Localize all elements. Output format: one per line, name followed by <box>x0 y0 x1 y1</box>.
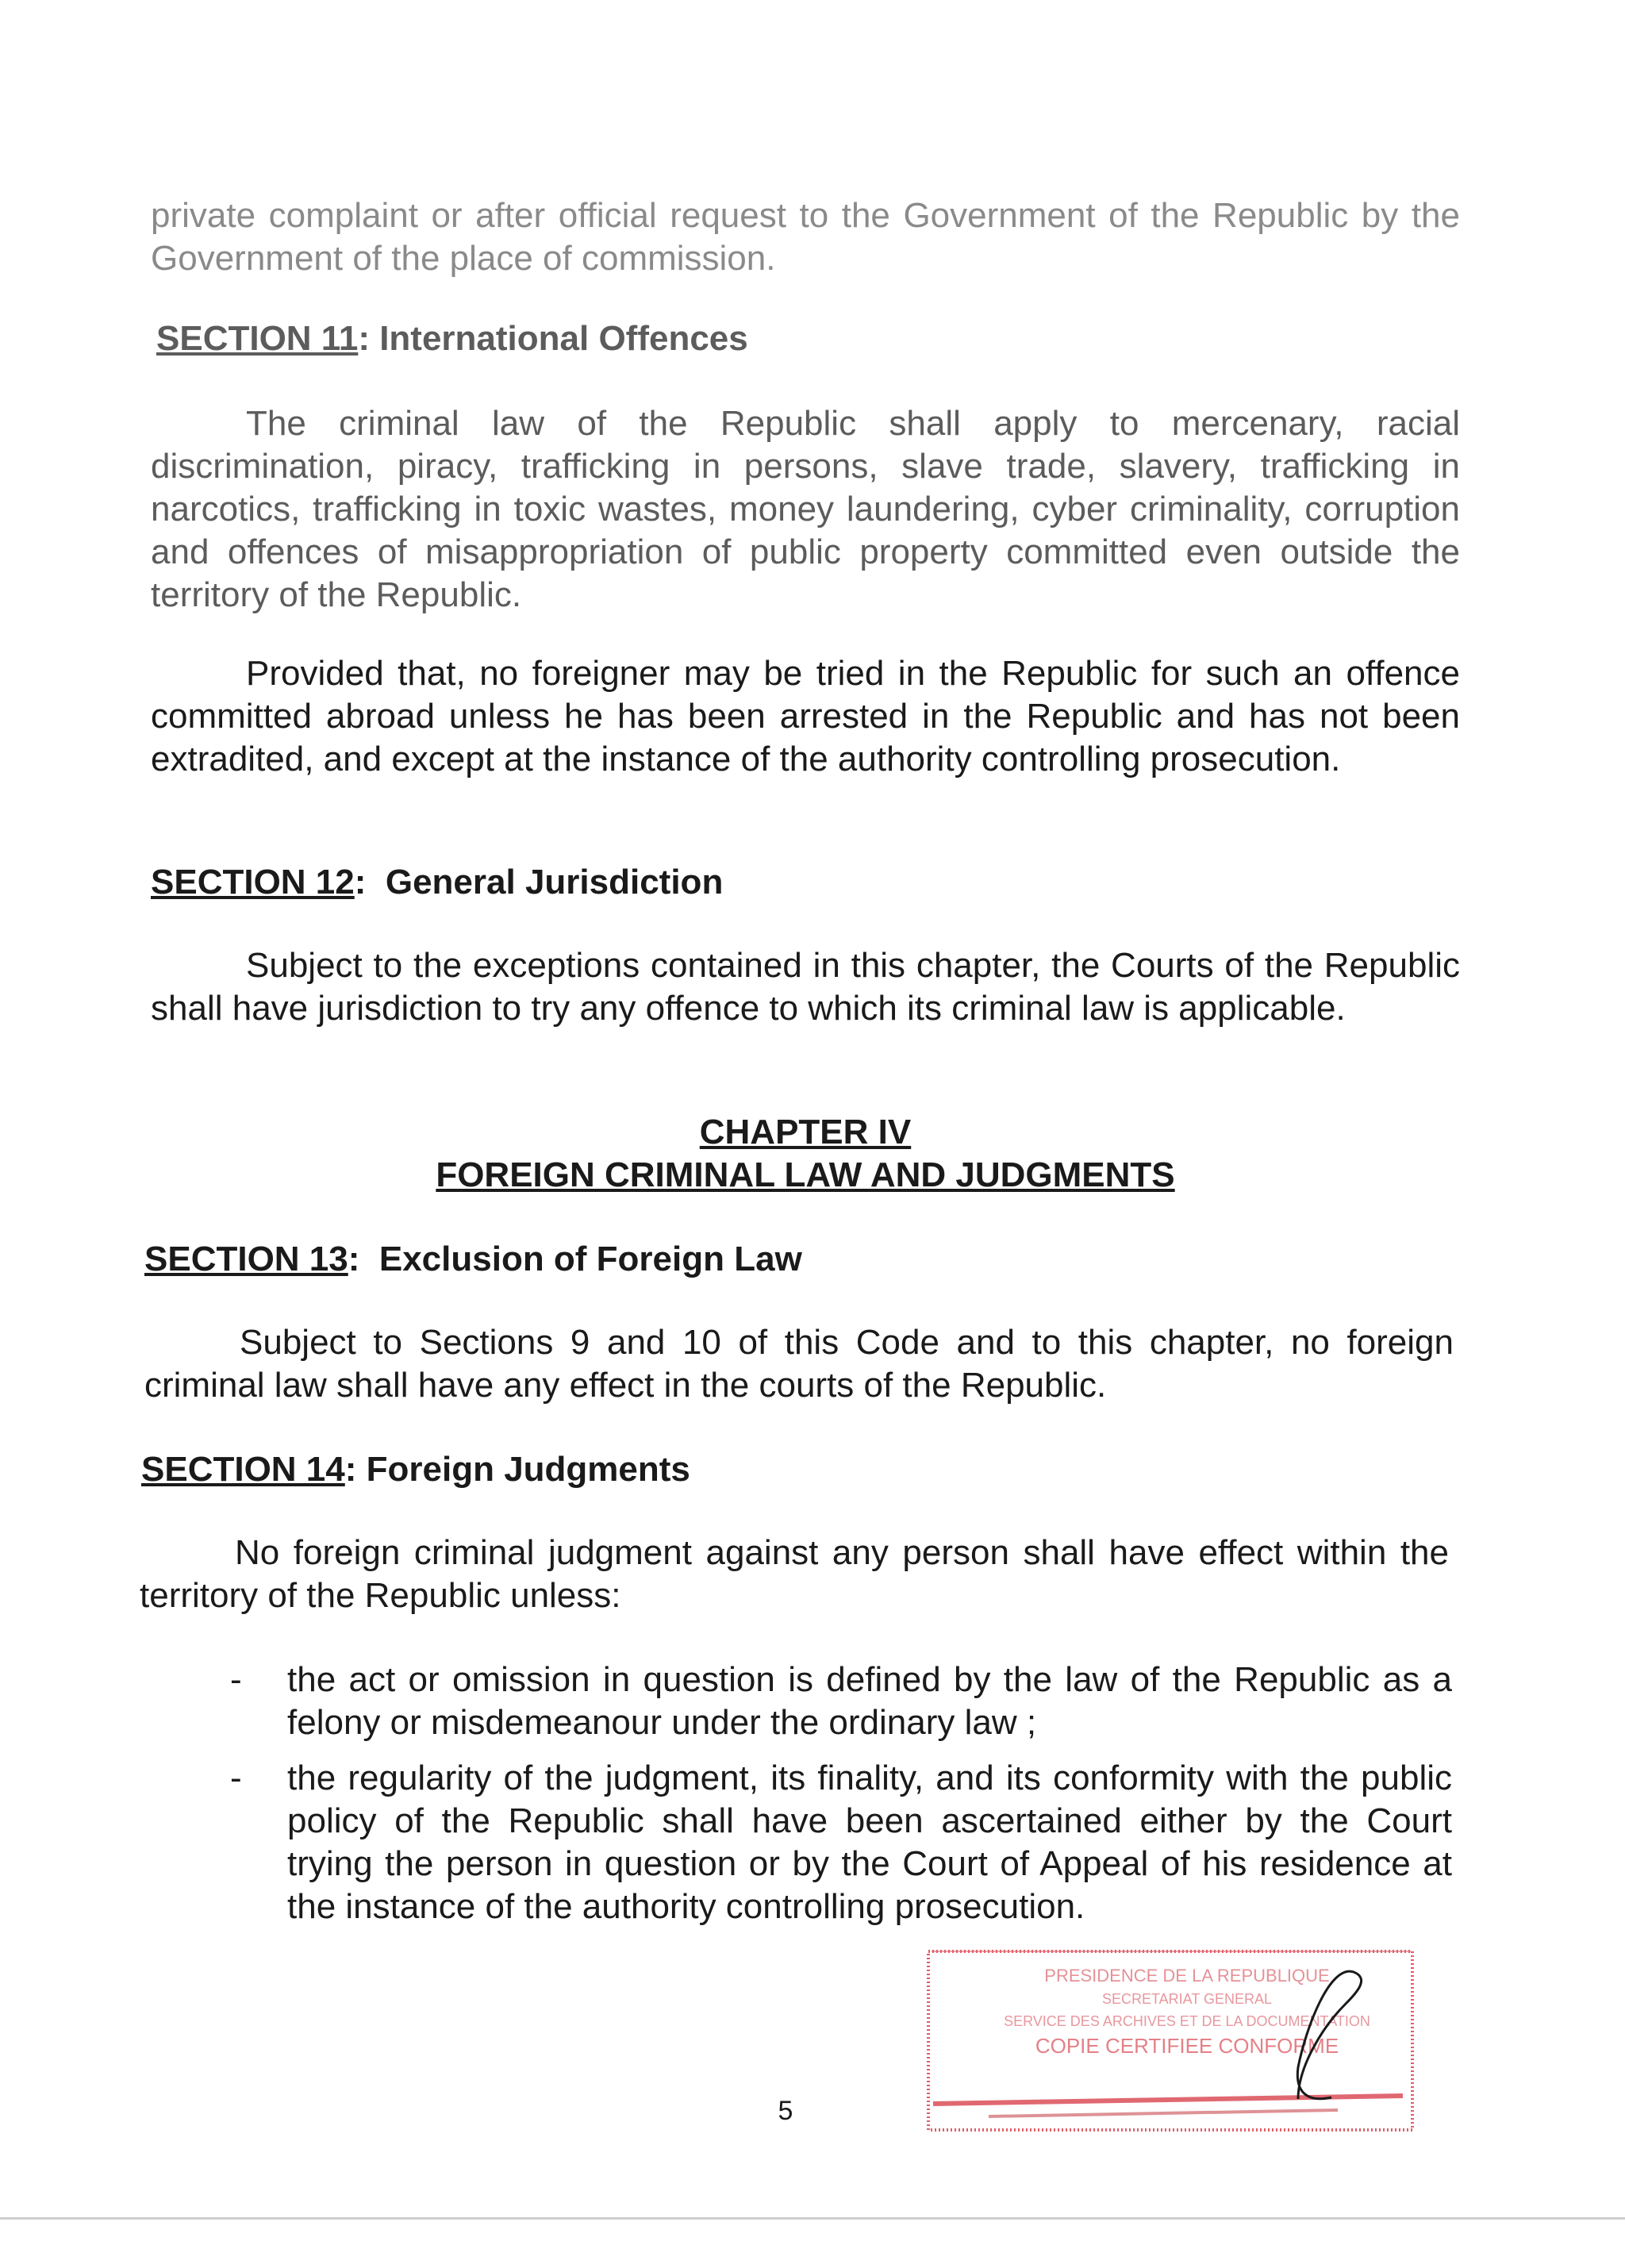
section-11-heading <box>156 317 748 360</box>
section-14-title: Foreign Judgments <box>366 1450 690 1489</box>
bottom-rule <box>0 2217 1625 2220</box>
list-dash: - <box>230 1660 242 1699</box>
intro-paragraph: private complaint or after official request to the Government of the Republic by the Government of the place of commission. <box>151 196 1460 278</box>
section-12-paragraph-1: Subject to the exceptions contained in this chapter, the Courts of the Republic shall have jurisdiction to try any offence to which its criminal law is applicable. <box>151 946 1460 1028</box>
stamp-line-1: PRESIDENCE DE LA REPUBLIQUE <box>1044 1966 1330 1985</box>
section-14-colon: : <box>344 1450 367 1489</box>
stamp-line-4: COPIE CERTIFIEE CONFORME <box>1035 2034 1339 2058</box>
section-11-title: International Offences <box>379 319 748 358</box>
section-11-paragraph-1: The criminal law of the Republic shall apply to mercenary, racial discrimination, piracy, trafficking in persons, slave trade, slavery, trafficking in narcotics, trafficking in toxic wastes, money laundering, cyber criminality, corruption and offences of misappropriation of public property committed even outside the territory of the Republic. <box>151 404 1460 614</box>
section-12-title: General Jurisdiction <box>385 863 724 901</box>
section-14-heading <box>141 1448 690 1491</box>
section-11-colon: : <box>358 319 380 358</box>
chapter-number: CHAPTER IV <box>699 1113 912 1151</box>
section-12-number: SECTION 12 <box>151 863 355 901</box>
section-14-list <box>230 1659 1452 1941</box>
section-13-number: SECTION 13 <box>144 1240 348 1278</box>
list-item-text: the regularity of the judgment, its finality, and its conformity with the public policy of the Republic shall have been ascertained either by the Court trying the person in question or by the Court of Appeal of his residence at the instance of the authority controlling prosecution. <box>287 1759 1452 1926</box>
list-item <box>230 1757 1452 1928</box>
section-11-number: SECTION 11 <box>156 319 359 358</box>
section-13-paragraph-1: Subject to Sections 9 and 10 of this Code and to this chapter, no foreign criminal law shall have any effect in the courts of the Republic. <box>144 1323 1454 1405</box>
section-14-number: SECTION 14 <box>141 1450 345 1489</box>
list-item-text: the act or omission in question is defined by the law of the Republic as a felony or misdemeanour under the ordinary law ; <box>287 1660 1452 1742</box>
section-11-paragraph-2: Provided that, no foreigner may be tried in the Republic for such an offence committed abroad unless he has been arrested in the Republic and has not been extradited, and except at the instance of the authority controlling prosecution. <box>151 654 1460 778</box>
stamp-line-2: SECRETARIAT GENERAL <box>1101 1991 1273 2007</box>
section-12-colon: : <box>354 863 386 901</box>
official-stamp <box>925 1940 1417 2139</box>
chapter-title: FOREIGN CRIMINAL LAW AND JUDGMENTS <box>436 1155 1175 1194</box>
stamp-line-3: SERVICE DES ARCHIVES ET DE LA DOCUMENTATION <box>1004 2013 1370 2029</box>
page-number: 5 <box>778 2096 793 2126</box>
section-14-paragraph-1: No foreign criminal judgment against any person shall have effect within the territory of the Republic unless: <box>140 1533 1449 1615</box>
section-13-title: Exclusion of Foreign Law <box>378 1240 802 1278</box>
section-13-colon: : <box>348 1240 379 1278</box>
section-13-heading <box>144 1238 802 1281</box>
list-item <box>230 1659 1452 1744</box>
list-dash: - <box>230 1759 242 1797</box>
section-12-heading <box>151 861 723 904</box>
